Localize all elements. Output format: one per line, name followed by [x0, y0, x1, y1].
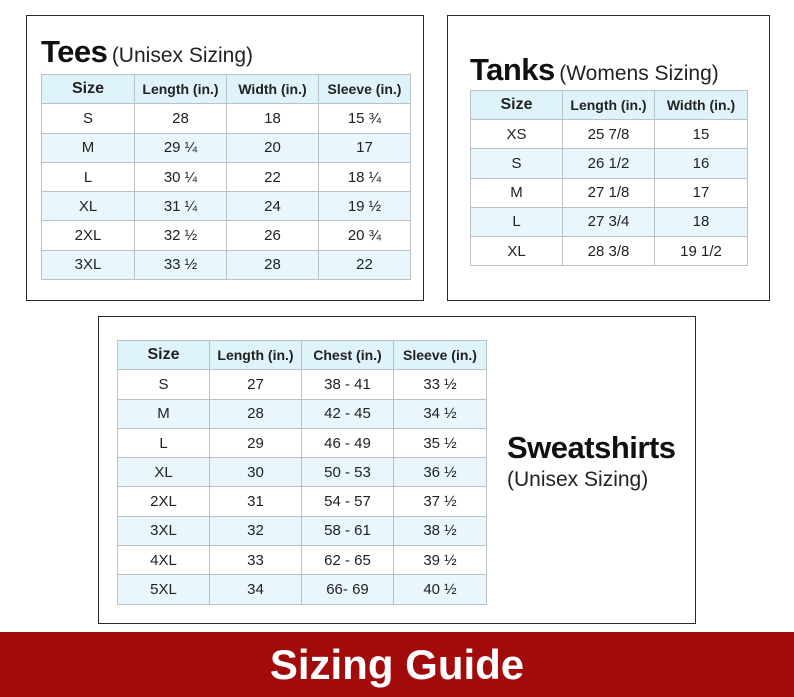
table-row — [471, 149, 748, 178]
table-row — [42, 250, 411, 279]
tees-heading — [41, 34, 253, 70]
footer-banner — [0, 632, 794, 697]
sweatshirts-subtitle-wrap — [507, 468, 648, 492]
table-cell: 5XL — [118, 575, 210, 604]
table-cell: 38 - 41 — [302, 370, 394, 399]
table-cell: 20 — [227, 133, 319, 162]
table-cell: 29 — [210, 428, 302, 457]
table-row — [118, 458, 487, 487]
table-cell: 40 ½ — [394, 575, 487, 604]
column-header: Sleeve (in.) — [319, 75, 411, 104]
table-cell: S — [118, 370, 210, 399]
column-header: Width (in.) — [227, 75, 319, 104]
sweatshirts-panel — [98, 316, 696, 624]
table-cell: 19 ½ — [319, 192, 411, 221]
table-cell: S — [42, 104, 135, 133]
tees-size-table — [41, 74, 411, 280]
table-cell: 2XL — [118, 487, 210, 516]
table-cell: 32 — [210, 516, 302, 545]
table-cell: 26 1/2 — [563, 149, 655, 178]
column-header: Length (in.) — [563, 91, 655, 120]
table-row — [118, 546, 487, 575]
tanks-title: Tanks — [470, 52, 555, 87]
table-row — [118, 516, 487, 545]
table-cell: 18 — [227, 104, 319, 133]
table-cell: 46 - 49 — [302, 428, 394, 457]
table-cell: 18 — [655, 207, 748, 236]
sweatshirts-subtitle: (Unisex Sizing) — [507, 468, 649, 491]
table-cell: 28 — [210, 399, 302, 428]
table-cell: 39 ½ — [394, 546, 487, 575]
table-header-row — [118, 341, 487, 370]
table-cell: 30 ¼ — [135, 162, 227, 191]
table-cell: 20 ¾ — [319, 221, 411, 250]
table-cell: 22 — [319, 250, 411, 279]
table-header-row — [42, 75, 411, 104]
table-cell: 32 ½ — [135, 221, 227, 250]
table-cell: 26 — [227, 221, 319, 250]
table-cell: XL — [42, 192, 135, 221]
table-cell: 62 - 65 — [302, 546, 394, 575]
tanks-size-table — [470, 90, 748, 266]
table-row — [471, 236, 748, 265]
table-header-row — [471, 91, 748, 120]
sweatshirts-title: Sweatshirts — [507, 430, 676, 465]
table-cell: 17 — [319, 133, 411, 162]
table-cell: 3XL — [42, 250, 135, 279]
table-cell: 36 ½ — [394, 458, 487, 487]
table-cell: 35 ½ — [394, 428, 487, 457]
table-cell: 22 — [227, 162, 319, 191]
table-cell: M — [471, 178, 563, 207]
table-cell: 28 3/8 — [563, 236, 655, 265]
table-cell: 29 ¼ — [135, 133, 227, 162]
table-cell: 66- 69 — [302, 575, 394, 604]
table-cell: M — [42, 133, 135, 162]
table-cell: 34 — [210, 575, 302, 604]
column-header: Size — [118, 341, 210, 370]
table-row — [118, 399, 487, 428]
table-cell: 33 ½ — [394, 370, 487, 399]
column-header: Size — [471, 91, 563, 120]
table-cell: 25 7/8 — [563, 120, 655, 149]
table-row — [42, 133, 411, 162]
table-cell: 30 — [210, 458, 302, 487]
column-header: Size — [42, 75, 135, 104]
table-cell: 3XL — [118, 516, 210, 545]
tanks-subtitle: (Womens Sizing) — [559, 62, 719, 85]
table-cell: L — [42, 162, 135, 191]
column-header: Sleeve (in.) — [394, 341, 487, 370]
table-cell: M — [118, 399, 210, 428]
table-cell: 31 ¼ — [135, 192, 227, 221]
table-cell: XL — [471, 236, 563, 265]
table-cell: 58 - 61 — [302, 516, 394, 545]
table-row — [42, 192, 411, 221]
column-header: Length (in.) — [210, 341, 302, 370]
table-cell: 50 - 53 — [302, 458, 394, 487]
tees-title: Tees — [41, 34, 108, 69]
table-cell: 34 ½ — [394, 399, 487, 428]
table-cell: XL — [118, 458, 210, 487]
sizing-guide-title: Sizing Guide — [269, 641, 525, 688]
tanks-panel — [447, 15, 770, 301]
table-cell: 33 — [210, 546, 302, 575]
table-cell: S — [471, 149, 563, 178]
table-cell: 15 — [655, 120, 748, 149]
table-cell: XS — [471, 120, 563, 149]
column-header: Chest (in.) — [302, 341, 394, 370]
table-cell: 15 ¾ — [319, 104, 411, 133]
table-cell: 31 — [210, 487, 302, 516]
table-cell: 38 ½ — [394, 516, 487, 545]
table-row — [42, 162, 411, 191]
table-cell: 19 1/2 — [655, 236, 748, 265]
table-cell: 16 — [655, 149, 748, 178]
table-row — [118, 575, 487, 604]
table-cell: 28 — [135, 104, 227, 133]
tanks-heading — [470, 52, 719, 88]
sweatshirts-size-table — [117, 340, 487, 605]
table-cell: 24 — [227, 192, 319, 221]
column-header: Length (in.) — [135, 75, 227, 104]
column-header: Width (in.) — [655, 91, 748, 120]
table-cell: L — [118, 428, 210, 457]
table-cell: 18 ¼ — [319, 162, 411, 191]
table-row — [471, 178, 748, 207]
table-cell: 28 — [227, 250, 319, 279]
tees-subtitle: (Unisex Sizing) — [111, 44, 254, 67]
table-cell: 17 — [655, 178, 748, 207]
sweatshirts-title-wrap — [507, 430, 676, 466]
table-cell: 54 - 57 — [302, 487, 394, 516]
table-row — [118, 370, 487, 399]
table-row — [42, 221, 411, 250]
table-row — [471, 120, 748, 149]
table-cell: L — [471, 207, 563, 236]
table-cell: 42 - 45 — [302, 399, 394, 428]
table-cell: 4XL — [118, 546, 210, 575]
table-cell: 27 — [210, 370, 302, 399]
table-cell: 27 1/8 — [563, 178, 655, 207]
table-cell: 33 ½ — [135, 250, 227, 279]
table-row — [118, 428, 487, 457]
table-row — [42, 104, 411, 133]
table-cell: 2XL — [42, 221, 135, 250]
table-row — [118, 487, 487, 516]
tees-panel — [26, 15, 424, 301]
table-row — [471, 207, 748, 236]
table-cell: 27 3/4 — [563, 207, 655, 236]
table-cell: 37 ½ — [394, 487, 487, 516]
